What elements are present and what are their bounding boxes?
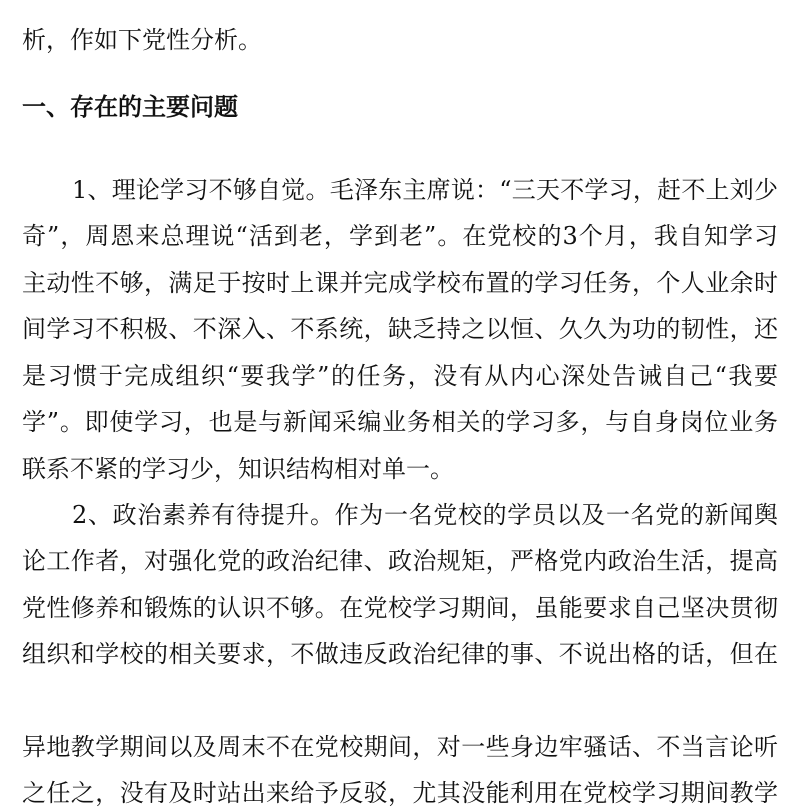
paragraph-line: 组织和学校的相关要求，不做违反政治纪律的事、不说出格的话，但在 — [22, 640, 778, 668]
paragraph-line: 之任之，没有及时站出来给予反驳，尤其没能利用在党校学习期间教学 — [22, 779, 778, 807]
paragraph-line: 奇”，周恩来总理说“活到老，学到老”。在党校的3个月，我自知学习 — [22, 222, 778, 250]
paragraph-line: 学”。即使学习，也是与新闻采编业务相关的学习多，与自身岗位业务 — [22, 408, 778, 436]
section-heading: 一、存在的主要问题 — [22, 93, 238, 121]
paragraph-line: 主动性不够，满足于按时上课并完成学校布置的学习任务，个人业余时 — [22, 269, 778, 297]
paragraph-line: 1、理论学习不够自觉。毛泽东主席说：“三天不学习，赶不上刘少 — [72, 176, 778, 204]
paragraph-line: 论工作者，对强化党的政治纪律、政治规矩，严格党内政治生活，提高 — [22, 547, 778, 575]
paragraph-line: 异地教学期间以及周末不在党校期间，对一些身边牢骚话、不当言论听 — [22, 733, 778, 761]
paragraph-line: 是习惯于完成组织“要我学”的任务，没有从内心深处告诫自己“我要 — [22, 362, 778, 390]
intro-tail-text: 析，作如下党性分析。 — [22, 26, 262, 54]
paragraph-line: 党性修养和锻炼的认识不够。在党校学习期间，虽能要求自己坚决贯彻 — [22, 594, 778, 622]
paragraph-line: 间学习不积极、不深入、不系统，缺乏持之以恒、久久为功的韧性，还 — [22, 315, 778, 343]
paragraph-line: 联系不紧的学习少，知识结构相对单一。 — [22, 455, 454, 483]
paragraph-line: 2、政治素养有待提升。作为一名党校的学员以及一名党的新闻舆 — [72, 501, 778, 529]
